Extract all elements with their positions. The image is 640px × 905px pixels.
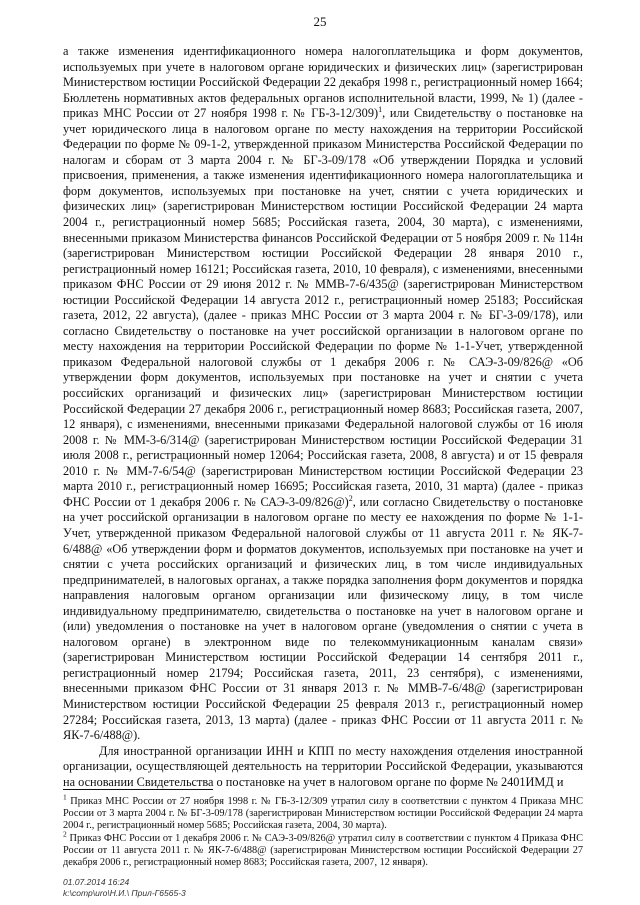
footnote-1-text: Приказ МНС России от 27 ноября 1998 г. № ГБ-3-12/309 утратил силу в соответствии с пунктом 4 Приказа МНС России от 3 марта 2004 г. № БГ-3-09/178 (зарегистрирован Министерством юстиции Российской Федерации 24 марта 2004 г., регистрационный номер 5685; Российская газета, 2004, 30 марта).	[63, 796, 583, 832]
footnote-1-number: 1	[63, 792, 67, 802]
paragraph-2: Для иностранной организации ИНН и КПП по месту нахождения отделения иностранной организации, осуществляющей деятельность на территории Российской Федерации, указываются на основании Свидетельства о постановке на учет в налоговом органе по форме № 2401ИМД и	[63, 743, 583, 789]
paragraph-1	[63, 44, 583, 744]
footnote-ref-1: 1	[378, 105, 383, 115]
paragraph-1-text-b: , или Свидетельству о постановке на учет юридического лица в налоговом органе по месту нахождения на территории Российской Федерации по форме № 09-1-2, утвержденной приказом Министерства Российской Федерации по налогам и сборам от 3 марта 2004 г. № БГ-3-09/178 «Об утверждении Порядка и условий присвоения, применения, а также изменения идентификационного номера налогоплательщика и форм документов, используемых при постановке на учет, снятии с учета юридических и физических лиц» (зарегистрирован Министерством юстиции Российской Федерации 24 марта 2004 г., регистрационный номер 5685; Российская газета, 2004, 30 марта), с изменениями, внесенными приказом Министерства финансов Российской Федерации от 5 ноября 2009 г. № 114н (зарегистрирован Министерством юстиции Российской Федерации 28 января 2010 г., регистрационный номер 16121; Российская газета, 2010, 10 февраля), с изменениями, внесенными приказом ФНС России от 29 июня 2012 г. № ММВ-7-6/435@ (зарегистрирован Министерством юстиции Российской Федерации 14 августа 2012 г., регистрационный номер 25183; Российская газета, 2012, 22 августа), (далее - приказ МНС России от 3 марта 2004 г. № БГ-3-09/178), или согласно Свидетельству о постановке на учет российской организации в налоговом органе по месту нахождения на территории Российской Федерации по форме № 1-1-Учет, утвержденной приказом Федеральной налоговой службы от 1 декабря 2006 г. № САЭ-3-09/826@ «Об утверждении форм документов, используемых при постановке на учет и снятии с учета российских организаций и физических лиц» (зарегистрирован Министерством юстиции Российской Федерации 27 декабря 2006 г., регистрационный номер 8683; Российская газета, 2007, 12 января), с изменениями, внесенными приказами Федеральной налоговой службы от 16 июля 2008 г. № ММ-3-6/314@ (зарегистрирован Министерством юстиции Российской Федерации 31 июля 2008 г., регистрационный номер 12064; Российская газета, 2008, 8 августа) и от 15 февраля 2010 г. № ММ-7-6/54@ (зарегистрирован Министерством юстиции Российской Федерации 23 марта 2010 г., регистрационный номер 16695; Российская газета, 2010, 31 марта) (далее - приказ ФНС России от 1 декабря 2006 г. № САЭ-3-09/826@)	[63, 106, 583, 509]
body-text	[63, 44, 583, 790]
print-date-stamp: 01.07.2014 16:24	[63, 877, 130, 887]
paragraph-1-text-a: а также изменения идентификационного номера налогоплательщика и форм документов, используемых при учете в налоговом органе юридических и физических лиц» (зарегистрирован Министерством юстиции Российской Федерации 22 декабря 1998 г., регистрационный номер 1664; Бюллетень нормативных актов федеральных органов исполнительной власти, 1999, № 1) (далее - приказ МНС России от 27 ноября 1998 г. № ГБ-3-12/309)	[63, 44, 583, 121]
footnotes	[63, 792, 583, 869]
page-number: 25	[313, 14, 327, 29]
footnote-2-number: 2	[63, 829, 67, 839]
footnote-2-text: Приказ ФНС России от 1 декабря 2006 г. № САЭ-3-09/826@ утратил силу в соответствии с пунктом 4 Приказа ФНС России от 11 августа 2011 г. № ЯК-7-6/488@ (зарегистрирован Министерством юстиции Российской Федерации 27 декабря 2006 г., регистрационный номер 8683; Российская газета, 2007, 12 января).	[63, 832, 583, 869]
footnote-2	[63, 829, 583, 870]
paragraph-1-text-c: , или согласно Свидетельству о постановке на учет российской организации в налоговом органе по месту ее нахождения по форме № 1-1-Учет, утвержденной приказом Федеральной налоговой службы от 11 августа 2011 г. № ЯК-7-6/488@ «Об утверждении форм и форматов документов, используемых при постановке на учет и снятии с учета российских организаций и физических лиц, в том числе индивидуальных предпринимателей, в налоговых органах, а также порядка заполнения форм документов и порядка направления налоговым органом организации или физическому лицу, в том числе индивидуальному предпринимателю, свидетельства о постановке на учет в налоговом органе и (или) уведомления о постановке на учет в налоговом органе (уведомления о снятии с учета в налоговом органе) в электронном виде по телекоммуникационным каналам связи» (зарегистрирован Министерством юстиции Российской Федерации 14 сентября 2011 г., регистрационный номер 21794; Российская газета, 2011, 23 сентября), с изменениями, внесенными приказом ФНС России от 31 января 2013 г. № ММВ-7-6/48@ (зарегистрирован Министерством юстиции Российской Федерации 25 февраля 2013 г., регистрационный номер 27284; Российская газета, 2013, 13 марта) (далее - приказ ФНС России от 11 августа 2011 г. № ЯК-7-6/488@).	[63, 494, 583, 743]
footnote-separator	[63, 789, 213, 790]
footnote-ref-2: 2	[348, 493, 353, 503]
footnote-1	[63, 792, 583, 833]
file-path-stamp: k:\comp\uro\Н.И.\ Прил-Г6565-3	[63, 888, 186, 898]
